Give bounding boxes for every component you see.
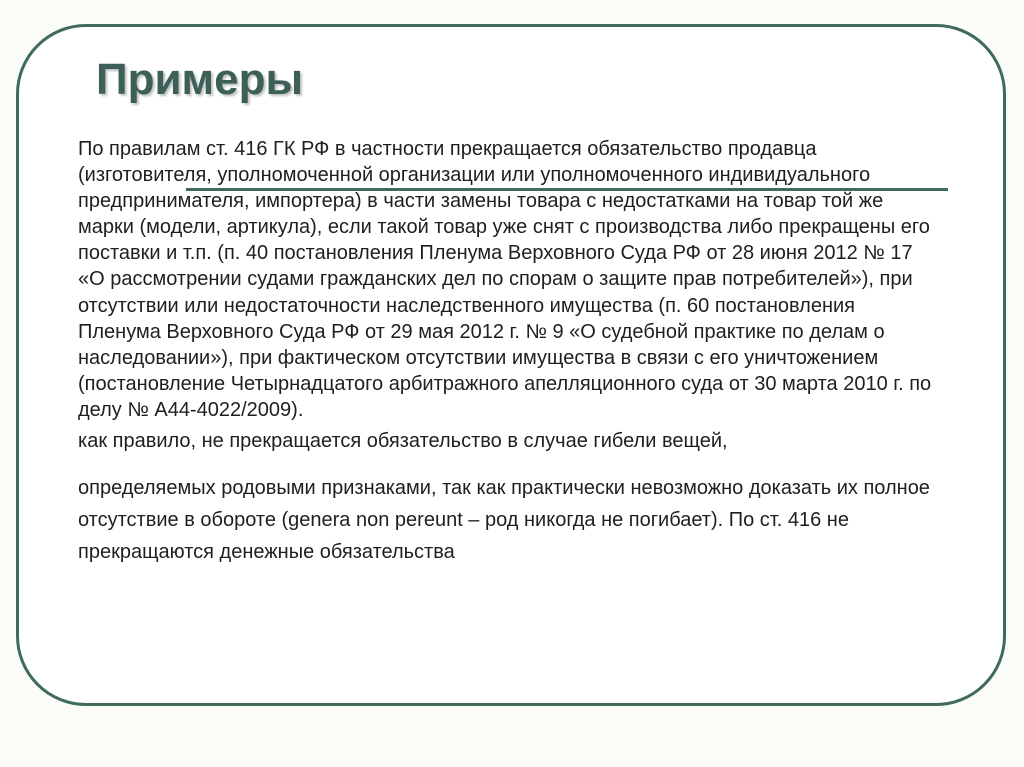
body-paragraph-2: как правило, не прекращается обязательство в случае гибели вещей, <box>78 430 728 453</box>
body-paragraph-1: По правилам ст. 416 ГК РФ в частности прекращается обязательство продавца (изготовителя, уполномоченной организации или уполномоченного индивидуального предпринимателя, импортера) в части замены товара с недостатками на товар той же марки (модели, артикула), если такой товар уже снят с производства либо прекращены его поставки и т.п. (п. 40 постановления Пленума Верховного Суда РФ от 28 июня 2012 № 17 «О рассмотрении судами гражданских дел по спорам о защите прав потребителей»), при отсутствии или недостаточности наследственного имущества (п. 60 постановления Пленума Верховного Суда РФ от 29 мая 2012 г. № 9 «О судебной практике по делам о наследовании»), при фактическом отсутствии имущества в связи с его уничтожением (постановление Четырнадцатого арбитражного апелляционного суда от 30 марта 2010 г. по делу № А44-4022/2009). <box>78 138 932 421</box>
body-paragraph-3: определяемых родовыми признаками, так как практически невозможно доказать их полное отсутствие в обороте (genera non pereunt – род никогда не погибает). По ст. 416 не прекращаются денежные обязательства <box>78 477 930 564</box>
slide-body <box>78 136 938 568</box>
slide-title: Примеры <box>96 55 304 104</box>
